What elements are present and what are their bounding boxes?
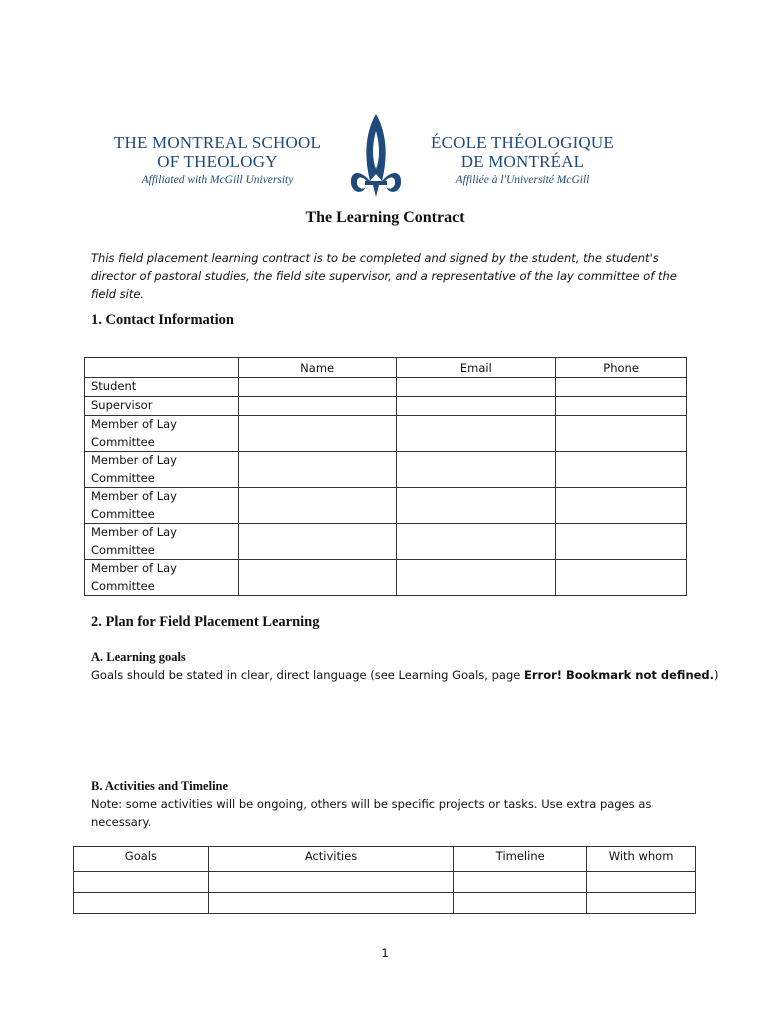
activities-cell[interactable] [208,872,454,893]
phone-cell[interactable] [556,488,687,524]
row-label: Member of Lay Committee [85,488,239,524]
col-activities: Activities [208,847,454,872]
email-cell[interactable] [396,524,556,560]
intro-paragraph: This field placement learning contract is to be completed and signed by the student, the student's director of pastoral studies, the field site supervisor, and a representative of the lay committee of the field site. [91,251,677,301]
activities-row [74,872,696,893]
logo-en-line3: Affiliated with McGill University [141,174,294,186]
activities-header-row [74,847,696,872]
row-label: Member of Lay Committee [85,416,239,452]
email-cell[interactable] [396,560,556,596]
phone-cell[interactable] [556,397,687,416]
activities-cell[interactable] [208,893,454,914]
goals-cell[interactable] [74,872,209,893]
row-label: Member of Lay Committee [85,560,239,596]
name-cell[interactable] [238,397,396,416]
learning-goals-heading: A. Learning goals [91,650,186,664]
contact-row-supervisor [85,397,687,416]
contact-col-name: Name [238,358,396,378]
contact-row-lay-member [85,560,687,596]
timeline-cell[interactable] [454,872,587,893]
activities-note: Note: some activities will be ongoing, others will be specific projects or tasks. Use extra pages as necessary. [91,797,652,829]
email-cell[interactable] [396,452,556,488]
col-with-whom: With whom [587,847,696,872]
with-whom-cell[interactable] [587,893,696,914]
name-cell[interactable] [238,524,396,560]
row-label: Student [85,378,239,397]
phone-cell[interactable] [556,416,687,452]
email-cell[interactable] [396,488,556,524]
page-number: 1 [381,946,389,960]
contact-table [84,357,687,596]
bookmark-error: Error! Bookmark not defined. [524,668,715,682]
logo-english [105,133,330,186]
name-cell[interactable] [238,378,396,397]
document-title: The Learning Contract [305,209,465,226]
learning-goals-text-prefix: Goals should be stated in clear, direct language (see Learning Goals, page [91,668,524,682]
logo-fr-line1: ÉCOLE THÉOLOGIQUE [431,133,614,152]
col-timeline: Timeline [454,847,587,872]
phone-cell[interactable] [556,560,687,596]
contact-row-lay-member [85,416,687,452]
section2-heading: 2. Plan for Field Placement Learning [91,614,320,630]
logo-en-line1: THE MONTREAL SCHOOL [113,133,322,152]
email-cell[interactable] [396,378,556,397]
email-cell[interactable] [396,416,556,452]
logo-fr-line3: Affiliée à l'Université McGill [455,174,590,186]
name-cell[interactable] [238,488,396,524]
activities-heading: B. Activities and Timeline [91,779,229,793]
row-label: Supervisor [85,397,239,416]
activities-table [73,846,696,914]
logo-french [415,133,630,186]
contact-header-row [85,358,687,378]
goals-cell[interactable] [74,893,209,914]
contact-row-lay-member [85,524,687,560]
phone-cell[interactable] [556,524,687,560]
contact-row-student [85,378,687,397]
fleur-de-lis-emblem-icon [346,111,406,199]
name-cell[interactable] [238,416,396,452]
col-goals: Goals [74,847,209,872]
contact-col-blank [85,358,239,378]
email-cell[interactable] [396,397,556,416]
contact-row-lay-member [85,452,687,488]
activities-row [74,893,696,914]
row-label: Member of Lay Committee [85,524,239,560]
row-label: Member of Lay Committee [85,452,239,488]
contact-row-lay-member [85,488,687,524]
phone-cell[interactable] [556,378,687,397]
logo-fr-line2: DE MONTRÉAL [460,152,585,171]
phone-cell[interactable] [556,452,687,488]
section1-heading: 1. Contact Information [91,312,234,328]
logo-en-line2: OF THEOLOGY [157,152,278,171]
contact-col-email: Email [396,358,556,378]
name-cell[interactable] [238,452,396,488]
timeline-cell[interactable] [454,893,587,914]
learning-goals-text-suffix: ) [714,668,719,682]
name-cell[interactable] [238,560,396,596]
contact-col-phone: Phone [556,358,687,378]
learning-goals-text [91,666,731,684]
with-whom-cell[interactable] [587,872,696,893]
